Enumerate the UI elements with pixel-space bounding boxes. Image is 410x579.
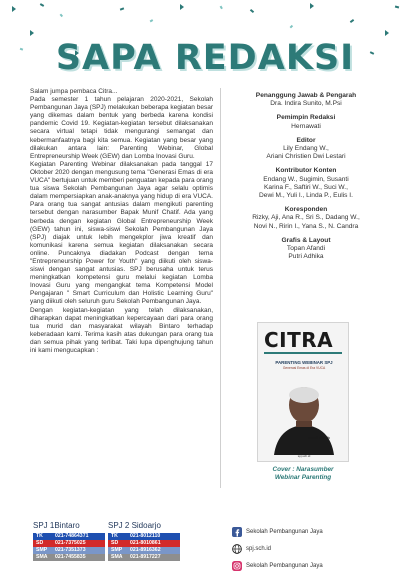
caption-line-2: Webinar Parenting (274, 474, 332, 481)
table-row: TK 021-8012110 (108, 533, 180, 540)
masthead-name: Ariani Christien Dwi Lestari (266, 153, 346, 161)
masthead-section (226, 206, 386, 231)
cover-heading: PARENTING WEBINAR SPJ (275, 360, 333, 365)
masthead-section (226, 237, 386, 262)
masthead-name: Novi N., Ririn I., Yana S., N. Candra (253, 222, 359, 230)
masthead-name: Karina F., Saftiri W., Suci W., (264, 183, 348, 191)
social-facebook[interactable] (232, 527, 323, 537)
masthead-role: Kontributor Konten (275, 167, 337, 175)
website-label: spj.sch.id (246, 546, 272, 552)
cover-footer: spj.sch.id (297, 454, 311, 458)
masthead-name: Rizky, Aji, Ana R., Sri S., Dadang W., (252, 214, 360, 222)
speaker-photo (270, 375, 338, 455)
caption-line-1: Cover : Narasumber (272, 466, 334, 473)
masthead-role: Pemimpin Redaksi (276, 114, 336, 122)
masthead-name: Dewi M., Yuli I., Linda P., Eulis I. (259, 192, 353, 200)
table-row: TK 021-74864371 (33, 533, 105, 540)
table-row: SMP 021-8916362 (108, 547, 180, 554)
instagram-icon (232, 561, 242, 571)
cover-subheading: Generasi Emas di Era VUCA (282, 366, 326, 370)
editorial-body (30, 88, 213, 355)
globe-icon (232, 544, 242, 554)
table-row: SMP 021-7351373 (33, 547, 105, 554)
masthead-role: Editor (296, 136, 316, 144)
column-divider (220, 88, 221, 488)
masthead-name: Hernawati (291, 122, 321, 130)
masthead-section (226, 167, 386, 200)
masthead-role: Penanggung Jawab & Pengarah (255, 92, 357, 99)
masthead-section (226, 137, 386, 162)
masthead-role: Koresponden (284, 206, 328, 214)
cover-speaker-name: Munif Chatib (308, 436, 330, 440)
closing-paragraph: Dengan kegiatan-kegiatan yang telah dilaksanakan, diharapkan dapat meningkatkan kepercayaan dari para orang tua murid dan masyarakat wilayah Bintaro terhadap keberadaan kami. Terima kasih atas dukungan para orang tua dan semua pihak yang terlibat. Taki lupa dipenghujung tahun ini kami mengucapkan : (30, 306, 213, 354)
cover-logo-bar (264, 352, 342, 354)
intro-paragraph: Pada semester 1 tahun pelajaran 2020-2021, Sekolah Pembangunan Jaya (SPJ) melakukan beberapa kegiatan besar yang dikemas dalam bentuk yang berbeda karena kondisi pandemic Covid 19. Kegiatan-kegiatan tersebut dilaksanakan secara virtual tetapi tidak mengurangi semangat dan kebermanfaatnya bagi kita semua. Kegiatan yang besar yang dilakukan antara lain: Parenting Webinar, Global Entrepreneurship Week (GEW) dan Lomba Inovasi Guru. (30, 96, 213, 160)
branch-2-title: SPJ 2 Sidoarjo (108, 521, 161, 530)
cover-logo: CITRA (264, 328, 334, 352)
masthead-name: Lily Endang W., (283, 145, 329, 153)
activities-paragraph: Kegiatan Parenting Webinar dilaksanakan pada tanggal 17 Oktober 2020 dengan mengusung tema "Generasi Emas di era VUCA" bertujuan untuk memberi penguatan kepada para orang tua siswa Sekolah Pembangunan Jaya agar selalu optimis dalam mempersiapkan anak-anaknya yang hidup di era VUCA. Para orang tua sangat antusias dalam mengikuti parenting tersebut dengan narasumber Bapak Munif Chatif. Ada yang berbeda dengan kegiatan Global Entrepreneurship Week (GEW) tahun ini, siswa-siswi Sekolah Pembangunan Jaya (SPJ) diajak untuk lebih mengekplor jiwa kreatif dan komunikasi karena semua kegiatan dilaksanakan secara online. Puncaknya diadakan Podcast dengan tema "Entrepreneurship Power for Youth" yang diikuti oleh siswa-siswi dengan sangat antusias. SPJ berusaha untuk terus meningkatkan kompetensi guru melalui kegiatan Lomba Inovasi Guru yang mengangkat tema Kompetensi Model Pengajaran " Smart Curriculum dan Holistic Learning Guru" yang diikuti oleh seluruh guru Sekolah Pembangunan Jaya. (30, 160, 213, 306)
facebook-icon (232, 527, 242, 537)
branch-1-title: SPJ 1Bintaro (33, 521, 80, 530)
cover-caption (240, 466, 366, 482)
social-website[interactable] (232, 544, 271, 554)
masthead-name: Endang W., Sugimin, Susanti (263, 175, 349, 183)
table-row: SD 021-8010861 (108, 540, 180, 547)
masthead-name: Topan Afandi (286, 245, 326, 253)
magazine-cover (257, 322, 349, 462)
masthead-section (226, 114, 386, 130)
masthead-role: Grafis & Layout (281, 236, 331, 244)
page-title: SAPA REDAKSI (55, 38, 355, 78)
social-instagram[interactable] (232, 561, 323, 571)
branch-2-table (108, 533, 180, 561)
greeting-paragraph: Salam jumpa pembaca Citra... (30, 88, 118, 95)
table-row: SMA 021-8917227 (108, 554, 180, 561)
table-row: SD 021-7375025 (33, 540, 105, 547)
masthead-name: Putri Adhika (288, 253, 324, 261)
masthead-section (226, 92, 386, 108)
masthead-name: Dra. Indira Sunito, M.Psi (270, 100, 342, 108)
table-row: SMA 021-7455835 (33, 554, 105, 561)
facebook-label: Sekolah Pembangunan Jaya (246, 529, 323, 535)
masthead (226, 92, 386, 267)
branch-1-table (33, 533, 105, 561)
instagram-label: Sekolah Pembangunan Jaya (246, 563, 323, 569)
